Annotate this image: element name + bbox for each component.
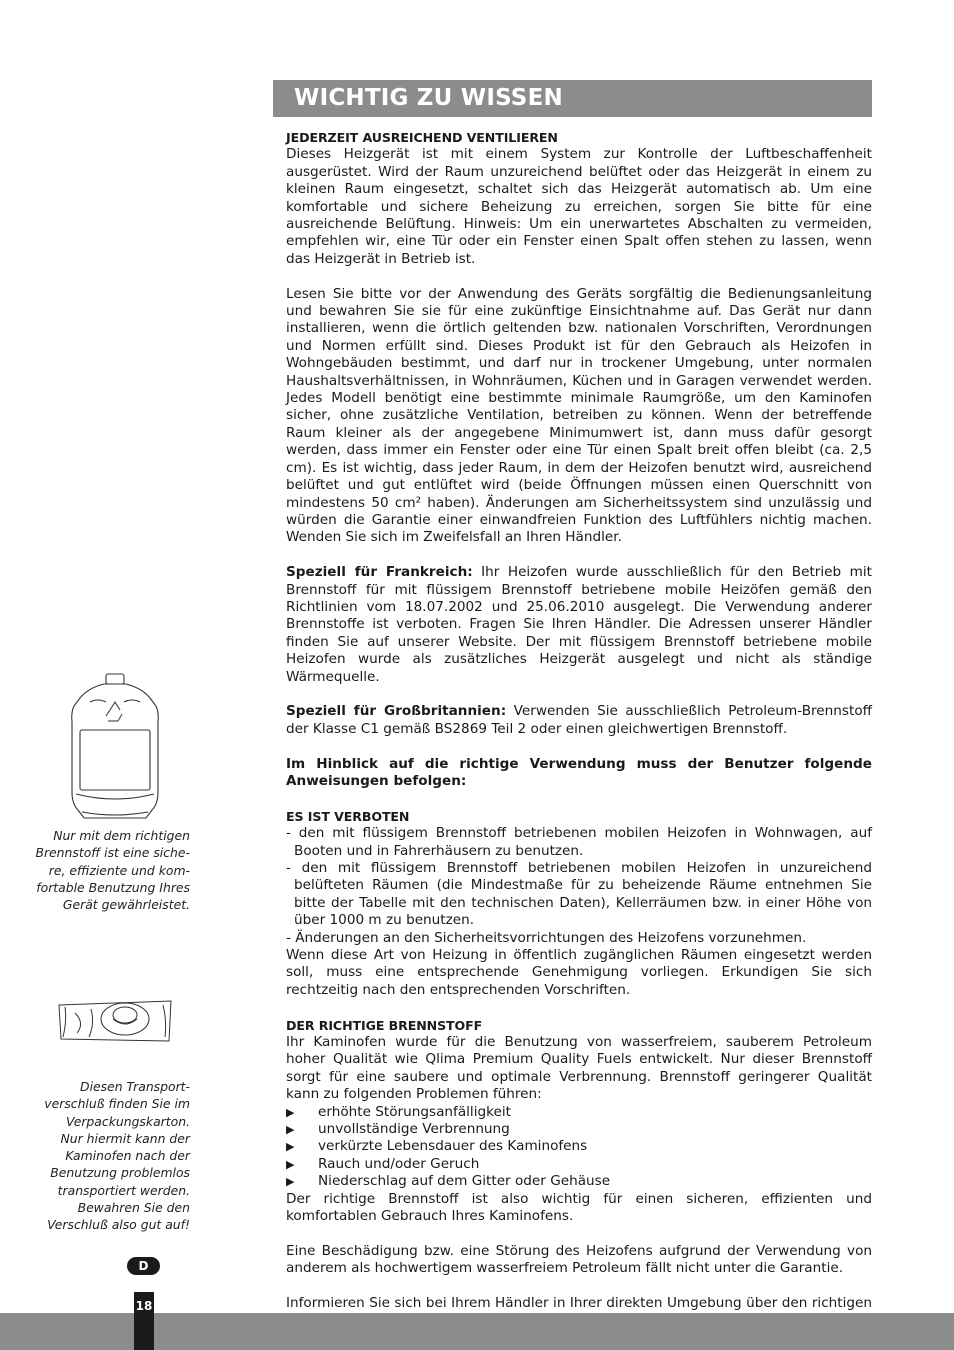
fuel-summary: Der richtige Brennstoff ist also wichtig für einen sicheren, effizienten und komfortablen Gebrauch Ihres Kaminofens. [286,1190,872,1225]
list-item: ▶ Rauch und/oder Geruch [286,1155,480,1172]
ventilation-heading: JEDERZEIT AUSREICHEND VENTILIEREN [286,130,558,145]
page-number: 18 [134,1292,154,1350]
public-use-paragraph: Wenn diese Art von Heizung in öffentlich zugänglichen Räumen eingesetzt werden soll, muss eine entsprechende Genehmigung vorliegen. Erkundigen Sie sich rechtzeitig nach den entsprechenden Vorschriften. [286,947,872,998]
recycle-icon [106,702,122,721]
france-paragraph: Speziell für Frankreich: Ihr Heizofen wurde ausschließlich für den Betrieb mit Brennstoff für mit flüssigem Brennstoff betriebene mobile Heizöfen gemäß den Richtlinien vom 18.07.2002 und 25.06.2010 ausgelegt. Die Verwendung anderer Brennstoffe ist verboten. Fragen Sie Ihren Händler. Die Adressen unserer Händler finden Sie auf unserer Website. Der mit flüssigem Brennstoff betriebene mobile Heizofen wurde als zusätzliches Heizgerät ausgelegt und nicht als ständige Wärmequelle. [286,564,872,685]
fuel-container-icon [68,672,162,822]
page-title: WICHTIG ZU WISSEN [294,85,563,111]
warranty-paragraph: Eine Beschädigung bzw. eine Störung des Heizofens aufgrund der Verwendung von anderem als hochwertigem wasserfreiem Petroleum fällt nicht unter die Garantie. [286,1242,872,1277]
arrow-right-icon: ▶ [286,1157,295,1171]
ventilation-paragraph: Dieses Heizgerät ist mit einem System zur Kontrolle der Luftbeschaffenheit ausgerüstet. Wird der Raum unzureichend belüftet oder das Heizgerät in einem zu kleinen Raum eingesetzt, schaltet sich das Heizgerät automatisch ab. Um eine komfortable und sichere Beheizung zu erreichen, sorgen Sie bitte für eine ausreichende Belüftung. Hinweis: Um ein unerwartetes Abschalten zu vermeiden, empfehlen wir, eine Tür oder ein Fenster einen Spalt offen stehen zu lassen, wenn das Heizgerät in Betrieb ist. [286,146,872,267]
section-header [273,80,872,117]
fuel-heading: DER RICHTIGE BRENNSTOFF [286,1017,483,1033]
transport-cap-icon [55,993,175,1045]
fuel-intro: Ihr Kaminofen wurde für die Benutzung von wasserfreiem, sauberem Petroleum hoher Qualität wie Qlima Premium Quality Fuels entwickelt. Nur dieser Brennstoff sorgt für eine saubere und optimale Verbrennung. Brennstoff geringerer Qualität kann zu folgenden Problemen führen: [286,1034,872,1103]
main-content [286,129,872,1330]
dealer-paragraph: Informieren Sie sich bei Ihrem Händler in Ihrer direkten Umgebung über den richtigen [286,1295,872,1312]
list-item: ▶ erhöhte Störungsanfälligkeit [286,1103,511,1120]
transport-cap-caption: Diesen Transport- verschluß finden Sie im Verpackungskarton. Nur hiermit kann der Kaminofen nach der Benutzung problemlos transportiert werden. Bewahren Sie den Verschluß also gut auf! [44,1079,190,1233]
list-item: ▶ unvollständige Verbrennung [286,1121,510,1138]
uk-paragraph: Speziell für Großbritannien: Verwenden Sie ausschließlich Petroleum-Brennstoff der Klasse C1 gemäß BS2869 Teil 2 oder einen gleichwertigen Brennstoff. [286,703,872,737]
arrow-right-icon: ▶ [286,1175,295,1189]
list-item: - den mit flüssigem Brennstoff betriebenen mobilen Heizofen in Wohnwagen, auf Booten und in Fahrerhäusern zu benutzen. [286,825,872,859]
france-label: Speziell für Frankreich: [286,564,473,581]
list-item: - Änderungen an den Sicherheitsvorrichtungen des Heizofens vorzunehmen. [286,929,807,946]
arrow-right-icon: ▶ [286,1105,295,1119]
arrow-right-icon: ▶ [286,1140,295,1154]
instructions-intro: Im Hinblick auf die richtige Verwendung muss der Benutzer folgende Anweisungen befolgen: [286,755,872,789]
list-item: ▶ verkürzte Lebensdauer des Kaminofens [286,1138,588,1155]
uk-label: Speziell für Großbritannien: [286,703,507,720]
forbidden-heading: ES IST VERBOTEN [286,808,410,824]
language-badge: D [127,1257,160,1275]
list-item: - den mit flüssigem Brennstoff betriebenen mobilen Heizofen in unzureichend belüfteten Räumen (die Mindestmaße für zu beheizende Räume entnehmen Sie bitte der Tabelle mit den technischen Daten), Kellerräumen bzw. in einer Höhe von über 1000 m zu benutzen. [286,859,872,929]
usage-paragraph: Lesen Sie bitte vor der Anwendung des Geräts sorgfältig die Bedienungsanleitung und bewahren Sie sie für eine zukünftige Einsichtnahme auf. Das Gerät nur dann installieren, wenn die örtlich geltenden bzw. nationalen Vorschriften, Verordnungen und Normen erfüllt sind. Dieses Produkt ist für den Gebrauch als Heizofen in Wohngebäuden bestimmt, und darf nur in trockener Umgebung, unter normalen Haushaltsverhältnissen, in Wohnräumen, Küchen und in Garagen verwendet werden. Jedes Modell benötigt eine bestimmte minimale Raumgröße, um den Kaminofen sicher, ohne zusätzliche Ventilation, betreiben zu können. Wenn der betreffende Raum kleiner als der angegebene Minimumwert ist, dann muss dafür gesorgt werden, dass immer ein Fenster oder eine Tür einen Spalt breit offen bleibt (ca. 2,5 cm). Es ist wichtig, dass jeder Raum, in dem der Heizofen benutzt wird, ausreichend belüftet und gut entlüftet wird (beide Öffnungen müssen einen Querschnitt von mindestens 50 cm² haben). Änderungen am Sicherheitssystem sind unzulässig und würden die Garantie einer einwandfreien Funktion des Luftfühlers nichtig machen. Wenden Sie sich im Zweifelsfall an Ihren Händler. [286,285,872,546]
list-item: ▶ Niederschlag auf dem Gitter oder Gehäuse [286,1173,611,1190]
fuel-caption: Nur mit dem richtigen Brennstoff ist eine siche- re, effiziente und kom- fortable Benutzung Ihres Gerät gewährleistet. [35,828,190,913]
arrow-right-icon: ▶ [286,1123,295,1137]
